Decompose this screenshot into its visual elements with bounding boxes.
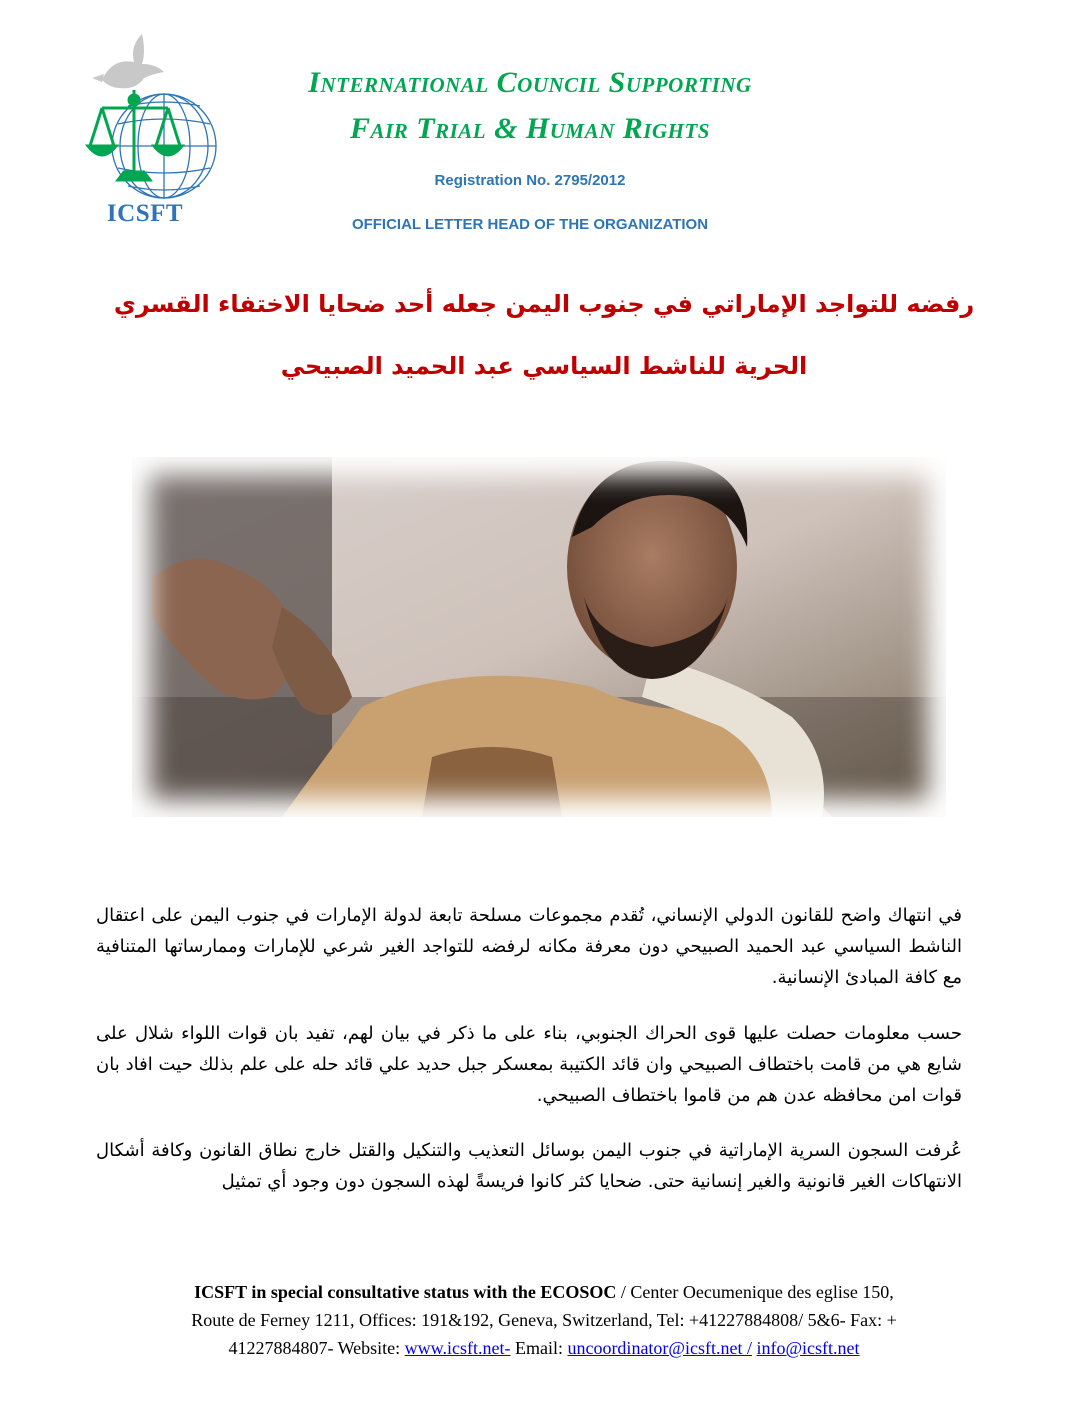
subheadline: الحرية للناشط السياسي عبد الحميد الصبيحي [280, 352, 808, 380]
paragraph-1: في انتهاك واضح للقانون الدولي الإنساني، تُقدم مجموعات مسلحة تابعة لدولة الإمارات في جنوب اليمن على اعتقال الناشط السياسي عبد الحميد الصبيحي دون معرفة مكانه لرفضه للتواجد الغير شرعي للإمارات وممارساتها المتنافية مع كافة المبادئ الإنسانية. [96, 905, 962, 988]
headline: رفضه للتواجد الإماراتي في جنوب اليمن جعله أحد ضحايا الاختفاء القسري [113, 290, 975, 318]
footer-fax-website-label: 41227884807- Website: [228, 1338, 405, 1358]
footer-address-1: / Center Oecumenique des eglise 150, [616, 1282, 894, 1302]
website-link[interactable]: www.icsft.net- [404, 1338, 511, 1358]
logo-text: ICSFT [106, 200, 184, 227]
footer-line-1 [120, 1278, 968, 1306]
paragraph-3: عُرفت السجون السرية الإماراتية في جنوب اليمن بوسائل التعذيب والتنكيل والقتل خارج نطاق القانون وكافة أشكال الانتهاكات الغير قانونية والغير إنسانية حتى. ضحايا كثر كانوا فريسةً لهذه السجون دون وجود أي تمثيل [96, 1140, 962, 1192]
footer-status: ICSFT in special consultative status with the ECOSOC [194, 1282, 617, 1302]
email-link-uncoordinator[interactable]: uncoordinator@icsft.net / [567, 1338, 752, 1358]
letterhead-caption: OFFICIAL LETTER HEAD OF THE ORGANIZATION [351, 216, 709, 233]
registration-number: Registration No. 2795/2012 [434, 172, 626, 189]
footer-line-2: Route de Ferney 1211, Offices: 191&192, Geneva, Switzerland, Tel: +41227884808/ 5&6- Fax: + [191, 1310, 897, 1330]
paragraph-2: حسب معلومات حصلت عليها قوى الحراك الجنوبي، بناء على ما ذكر في بيان لهم، تفيد بان قوات اللواء شلال على شايع هي من قامت باختطاف الصبيحي وان قائد الكتيبة بمعسكر جبل حديد علي قائد حله على علم بذلك حيت افاد بان قوات امن محافظه عدن هم من قاموا باختطاف الصبيحي. [96, 1023, 962, 1106]
portrait-photo [132, 457, 946, 817]
email-link-info[interactable]: info@icsft.net [756, 1338, 860, 1358]
footer [120, 1278, 968, 1362]
scales-of-justice-icon [88, 90, 182, 180]
dove-icon [92, 34, 164, 88]
email-label: Email: [510, 1338, 568, 1358]
organization-name-line2: Fair Trial & Human Rights [350, 112, 710, 145]
organization-name-line1: International Council Supporting [308, 66, 752, 99]
footer-line-3 [120, 1334, 968, 1362]
